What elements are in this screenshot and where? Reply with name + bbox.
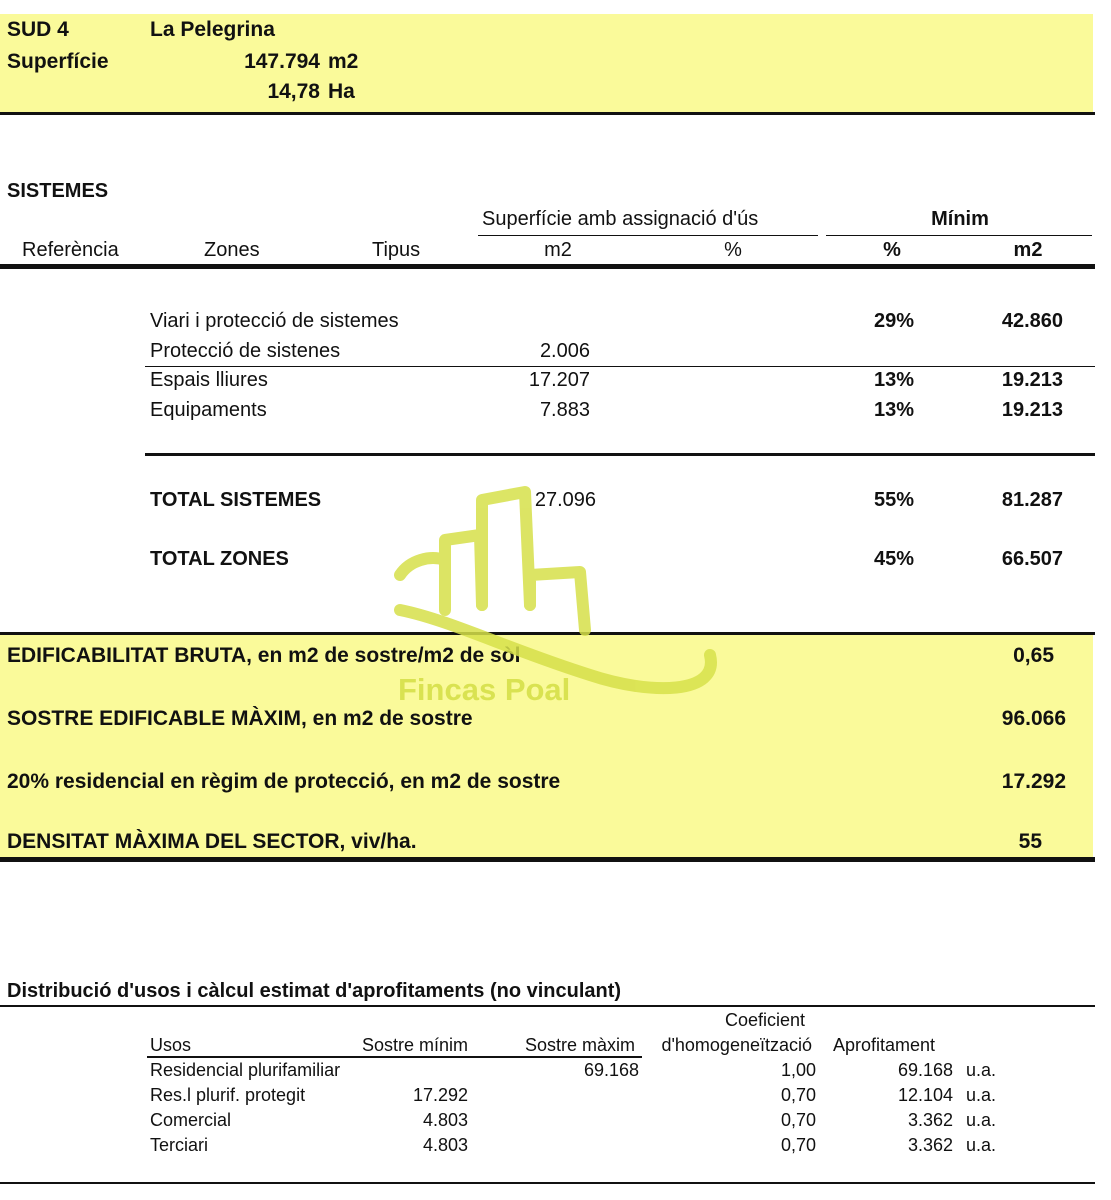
dist-row-0-usos: Residencial plurifamiliar	[150, 1060, 341, 1080]
surface-ha-unit: Ha	[328, 80, 355, 103]
dist-row-1-min: 17.292	[412, 1085, 468, 1105]
distribucio-title-rule	[0, 1005, 1095, 1007]
dist-row-3-coef: 0,70	[780, 1135, 816, 1155]
total-zones-min-m2: 66.507	[1001, 548, 1063, 570]
sector-name: La Pelegrina	[150, 18, 275, 41]
dist-row-3-min: 4.803	[422, 1135, 468, 1155]
col-usos: Usos	[150, 1035, 192, 1055]
dist-row-2-coef: 0,70	[780, 1110, 816, 1130]
dist-row-1-unit: u.a.	[966, 1085, 997, 1105]
total-zones-label: TOTAL ZONES	[150, 548, 289, 570]
col-zones: Zones	[204, 239, 260, 261]
summary-band	[0, 635, 1093, 857]
dist-row-2-usos: Comercial	[150, 1110, 232, 1130]
group-min-underline	[826, 235, 1092, 236]
total-sistemes-label: TOTAL SISTEMES	[150, 489, 322, 511]
dist-row-0-max: 69.168	[583, 1060, 639, 1080]
total-sistemes-min-pct: 55%	[873, 489, 914, 511]
group-surface-header: Superfície amb assignació d'ús	[482, 208, 759, 230]
totals-rule	[145, 453, 1095, 456]
row-equipaments-label: Equipaments	[150, 399, 267, 421]
row-viari-min-pct: 29%	[873, 310, 914, 332]
dist-row-1-usos: Res.l plurif. protegit	[150, 1085, 306, 1105]
residencial-proteccio-label: 20% residencial en règim de protecció, en m2 de sostre	[7, 770, 561, 793]
row-proteccio-label: Protecció de sistenes	[150, 340, 341, 362]
row-viari-min-m2: 42.860	[1001, 310, 1063, 332]
col-m2: m2	[544, 239, 572, 261]
row-viari-label: Viari i protecció de sistemes	[150, 310, 399, 332]
row-espais-min-pct: 13%	[873, 369, 914, 391]
row-espais-min-m2: 19.213	[1001, 369, 1063, 391]
residencial-proteccio-value: 17.292	[1001, 770, 1066, 793]
dist-row-0-coef: 1,00	[780, 1060, 816, 1080]
row-espais-m2: 17.207	[528, 369, 590, 391]
distribucio-title: Distribució d'usos i càlcul estimat d'aprofitaments (no vinculant)	[7, 980, 622, 1002]
dist-row-2-min: 4.803	[422, 1110, 468, 1130]
densitat-label: DENSITAT MÀXIMA DEL SECTOR, viv/ha.	[7, 830, 417, 853]
dist-row-3-aprof: 3.362	[907, 1135, 953, 1155]
surface-m2-unit: m2	[328, 50, 359, 73]
dist-row-1-coef: 0,70	[780, 1085, 816, 1105]
row-proteccio-m2: 2.006	[539, 340, 590, 362]
summary-bottom-rule	[0, 857, 1095, 862]
distribucio-bottom-rule	[0, 1182, 1095, 1184]
dist-row-2-unit: u.a.	[966, 1110, 997, 1130]
col-pct: %	[724, 239, 742, 261]
total-zones-min-pct: 45%	[873, 548, 914, 570]
surface-label: Superfície	[7, 50, 109, 73]
sostre-maxim-value: 96.066	[1001, 707, 1066, 730]
col-coef-line2: d'homogeneïtzació	[661, 1035, 812, 1055]
sistemes-header-rule	[0, 264, 1095, 269]
sistemes-title: SISTEMES	[7, 180, 109, 202]
row-equipaments-m2: 7.883	[539, 399, 590, 421]
edificabilitat-value: 0,65	[1013, 644, 1054, 667]
header-bottom-rule	[0, 112, 1095, 115]
col-tipus: Tipus	[372, 239, 421, 261]
densitat-value: 55	[1018, 830, 1042, 853]
row-equipaments-min-pct: 13%	[873, 399, 914, 421]
col-referencia: Referència	[22, 239, 119, 261]
sostre-maxim-label: SOSTRE EDIFICABLE MÀXIM, en m2 de sostre	[7, 707, 473, 730]
total-sistemes-min-m2: 81.287	[1001, 489, 1063, 511]
total-sistemes-m2: 27.096	[534, 489, 596, 511]
dist-row-3-unit: u.a.	[966, 1135, 997, 1155]
dist-row-2-aprof: 3.362	[907, 1110, 953, 1130]
dist-row-1-aprof: 12.104	[897, 1085, 953, 1105]
group-min-header: Mínim	[931, 208, 989, 230]
col-aprofitament: Aprofitament	[833, 1035, 936, 1055]
dist-row-0-aprof: 69.168	[897, 1060, 953, 1080]
sector-code: SUD 4	[7, 18, 69, 41]
surface-ha: 14,78	[267, 80, 320, 103]
col-min-m2: m2	[1013, 239, 1043, 261]
col-min-pct: %	[883, 239, 901, 261]
row-separator	[145, 366, 1095, 367]
distribucio-header-rule	[147, 1056, 642, 1058]
col-coef-line1: Coeficient	[724, 1010, 806, 1030]
dist-row-3-usos: Terciari	[150, 1135, 209, 1155]
row-espais-label: Espais lliures	[150, 369, 268, 391]
surface-m2: 147.794	[244, 50, 320, 73]
dist-row-0-unit: u.a.	[966, 1060, 997, 1080]
col-sostre-min: Sostre mínim	[361, 1035, 468, 1055]
col-sostre-max: Sostre màxim	[524, 1035, 635, 1055]
watermark-text: Fincas Poal	[398, 672, 571, 707]
row-equipaments-min-m2: 19.213	[1001, 399, 1063, 421]
group-surface-underline	[478, 235, 818, 236]
edificabilitat-label: EDIFICABILITAT BRUTA, en m2 de sostre/m2 de sòl	[7, 644, 521, 667]
